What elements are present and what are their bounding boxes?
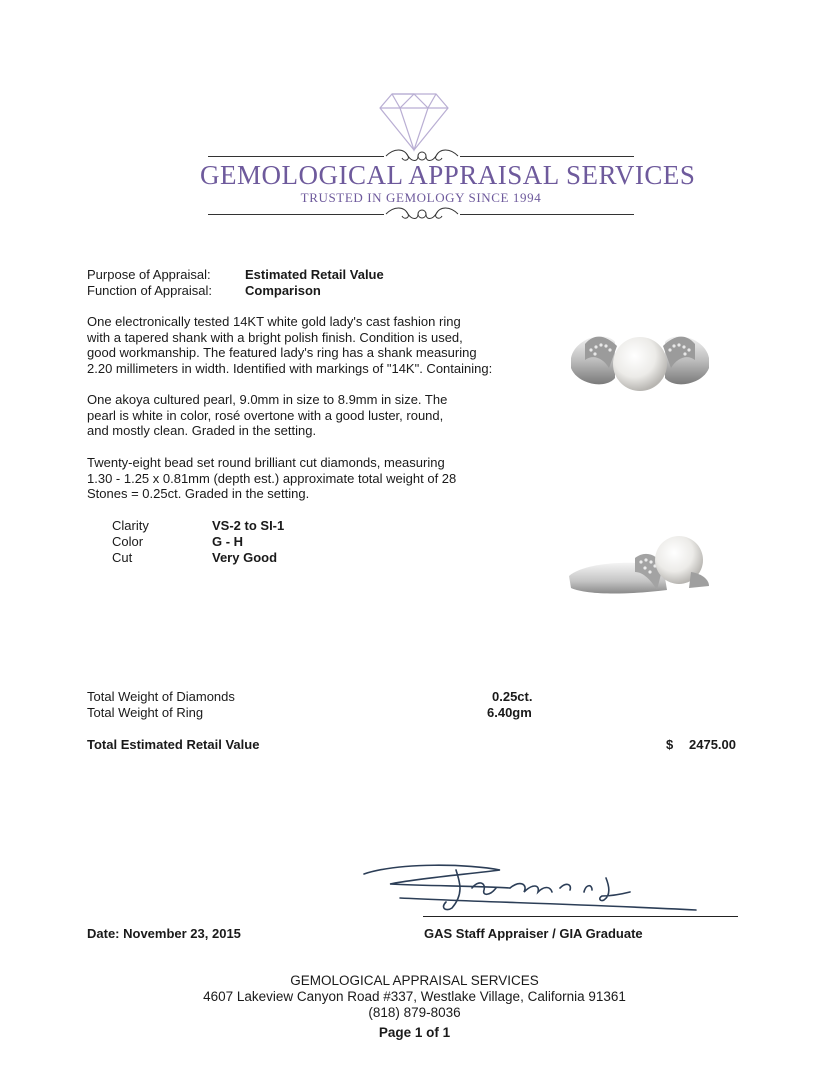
company-name: GEMOLOGICAL APPRAISAL SERVICES: [200, 160, 696, 190]
total-ring-value: 6.40gm: [487, 705, 532, 720]
pearl-description: [87, 392, 527, 439]
grading-value-clarity: VS-2 to SI-1: [212, 518, 285, 533]
total-ring-label: Total Weight of Ring: [87, 705, 204, 720]
grading-label-color: Color: [112, 534, 144, 549]
function-value: Comparison: [245, 283, 321, 298]
diamond-description-line: 1.30 - 1.25 x 0.81mm (depth est.) approximate total weight of 28: [87, 470, 457, 486]
company-tagline: TRUSTED IN GEMOLOGY SINCE 1994: [300, 190, 542, 205]
grading-label-clarity: Clarity: [112, 518, 149, 533]
footer-phone: (818) 879-8036: [368, 1005, 461, 1020]
currency-symbol: $: [666, 737, 674, 752]
ring-description-line: 2.20 millimeters in width. Identified with markings of "14K". Containing:: [87, 360, 493, 376]
total-diamonds-value: 0.25ct.: [492, 689, 533, 704]
ring-description: [87, 314, 527, 376]
footer-company: GEMOLOGICAL APPRAISAL SERVICES: [290, 973, 539, 988]
appraiser-signature: [360, 858, 700, 918]
grading-value-color: G - H: [212, 534, 244, 549]
grading-label-cut: Cut: [112, 550, 133, 565]
signature-line: [423, 916, 738, 917]
retail-value-amount: 2475.00: [689, 737, 736, 752]
pearl-description-line: pearl is white in color, rosé overtone with a good luster, round,: [87, 407, 444, 423]
diamond-description-line: Stones = 0.25ct. Graded in the setting.: [87, 486, 310, 501]
function-label: Function of Appraisal:: [87, 283, 213, 298]
total-diamonds-label: Total Weight of Diamonds: [87, 689, 235, 704]
ring-description-line: One electronically tested 14KT white gold lady's cast fashion ring: [87, 314, 461, 329]
pearl-description-line: and mostly clean. Graded in the setting.: [87, 423, 317, 438]
header-rule-top-right: [460, 156, 634, 157]
header-rule-bottom-right: [460, 214, 634, 215]
diamond-description-line: Twenty-eight bead set round brilliant cut diamonds, measuring: [87, 455, 445, 470]
scroll-ornament-icon: [384, 204, 460, 224]
purpose-value: Estimated Retail Value: [245, 267, 384, 282]
appraisal-date: Date: November 23, 2015: [87, 926, 241, 941]
ring-description-line: with a tapered shank with a bright polish finish. Condition is used,: [87, 329, 463, 345]
header-rule-bottom-left: [208, 214, 384, 215]
grading-value-cut: Very Good: [212, 550, 278, 565]
page-number: Page 1 of 1: [378, 1025, 451, 1040]
diamond-description: [87, 455, 527, 502]
pearl-description-line: One akoya cultured pearl, 9.0mm in size to 8.9mm in size. The: [87, 392, 448, 407]
purpose-label: Purpose of Appraisal:: [87, 267, 211, 282]
ring-photo-side: [565, 532, 715, 612]
retail-value-label: Total Estimated Retail Value: [87, 737, 260, 752]
ring-description-line: good workmanship. The featured lady's ring has a shank measuring: [87, 345, 477, 360]
diamond-icon: [378, 92, 450, 152]
footer-address: 4607 Lakeview Canyon Road #337, Westlake Village, California 91361: [203, 989, 626, 1004]
ring-photo-front: [565, 318, 715, 408]
appraiser-title: GAS Staff Appraiser / GIA Graduate: [424, 926, 643, 941]
header-rule-top-left: [208, 156, 384, 157]
